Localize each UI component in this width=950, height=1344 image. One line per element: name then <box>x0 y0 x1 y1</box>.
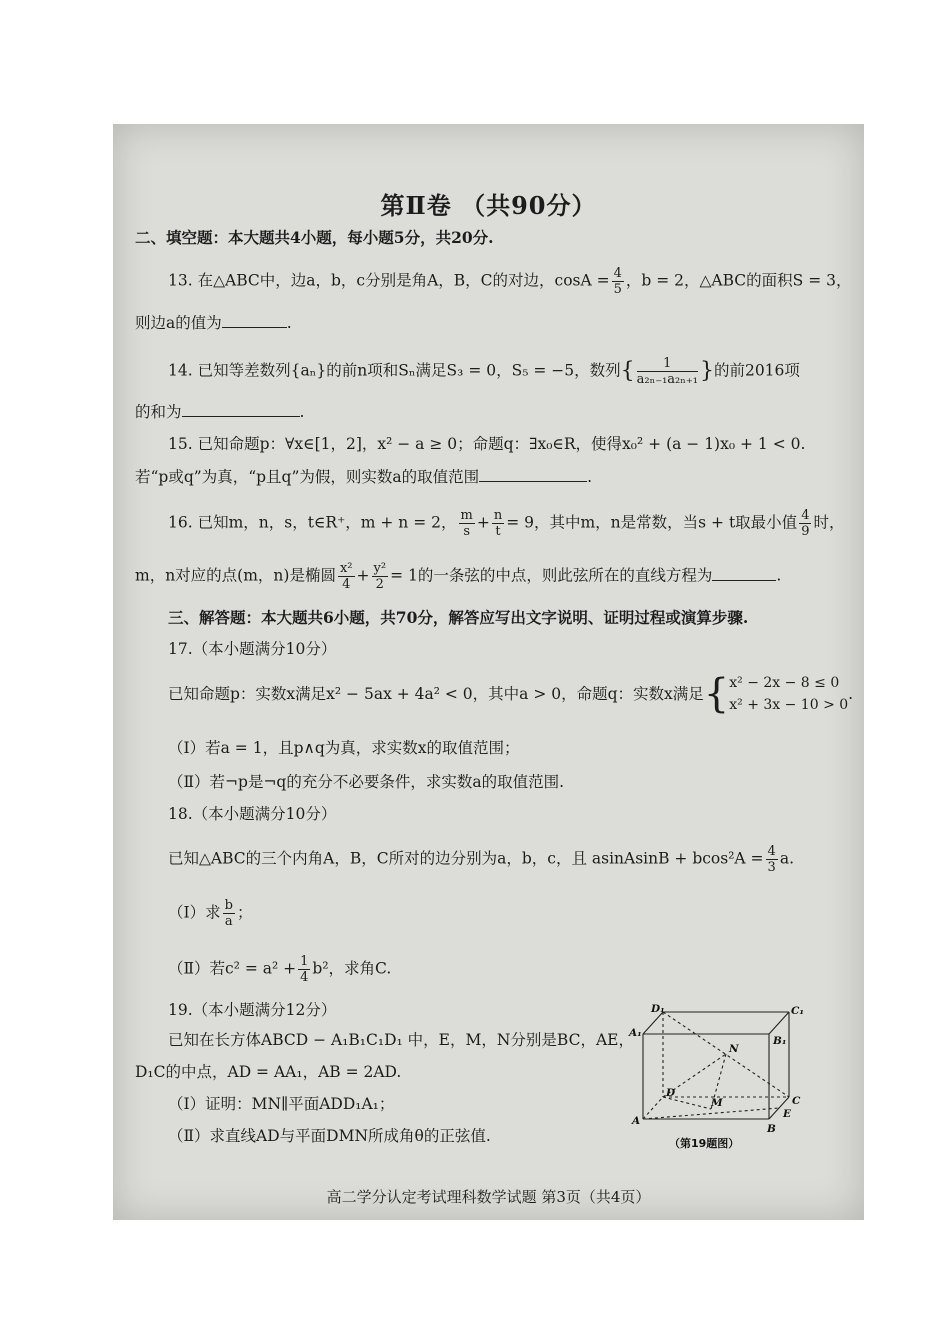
q17-line1: 已知命题p：实数x满足x² − 5ax + 4a² < 0，其中a > 0，命题q：实数x满足{ x² − 2x − 8 ≤ 0 x² + 3x − 10 > 0 . <box>168 671 854 717</box>
q15-line2: 若“p或q”为真，“p且q”为假，则实数a的取值范围 . <box>135 468 593 486</box>
cuboid-figure <box>629 1003 804 1150</box>
q14-line2: 的和为 . <box>135 403 305 421</box>
q18-one-quarter: $\frac{1}{4}$ <box>300 954 309 985</box>
q18-b-over-a: $\frac{b}{a}$ <box>224 898 233 929</box>
q16-line1: 16. 已知m，n，s，t∈R⁺，m + n = 2， $\frac{m}{s}$ + $\frac{n}{t}$ = 9，其中m，n是常数，当s + t取最小值 $\frac{4}{9}$ 时， <box>168 508 845 539</box>
edge-b1-c1 <box>769 1012 789 1034</box>
q16-fraction-4-9: $\frac{4}{9}$ <box>801 508 810 539</box>
answer-blank[interactable] <box>222 313 287 328</box>
section3-heading: 三、解答题：本大题共6小题，共70分，解答应写出文字说明、证明过程或演算步骤. <box>168 608 749 627</box>
segment-a-e <box>643 1108 779 1119</box>
page-title: 第Ⅱ卷 （共90分） <box>380 191 597 220</box>
q17-part2: （Ⅱ）若¬p是¬q的充分不必要条件，求实数a的取值范围. <box>168 773 565 791</box>
q16-ellipse-y: $\frac{\text{y²}}{2}$ <box>373 561 387 592</box>
label-d: D <box>666 1087 676 1099</box>
page-footer: 高二学分认定考试理科数学试题 第3页（共4页） <box>326 1188 651 1206</box>
q18-head: 18.（本小题满分10分） <box>168 805 337 823</box>
edge-a-d <box>643 1097 663 1119</box>
label-m: M <box>711 1097 723 1109</box>
q16-fraction-m-s: $\frac{m}{s}$ <box>460 508 473 539</box>
system-brace: { <box>703 671 730 717</box>
label-d1: D₁ <box>651 1003 665 1015</box>
q18-fraction: $\frac{4}{3}$ <box>767 844 776 875</box>
q18-part2: （Ⅱ）若c² = a² + $\frac{1}{4}$ b²，求角C. <box>168 954 392 985</box>
edge-a1-d1 <box>643 1012 663 1034</box>
q13-fraction: $\frac{4}{5}$ <box>613 266 622 297</box>
q19-part1: （Ⅰ）证明：MN∥平面ADD₁A₁； <box>168 1095 395 1113</box>
label-b1: B₁ <box>773 1035 787 1047</box>
exam-page <box>113 124 864 1220</box>
q17-part1: （Ⅰ）若a = 1，且p∧q为真，求实数x的取值范围； <box>168 739 520 757</box>
figure-caption: （第19题图） <box>669 1137 740 1150</box>
q17-head: 17.（本小题满分10分） <box>168 640 337 658</box>
q19-head: 19.（本小题满分12分） <box>168 1001 337 1019</box>
q18-part1: （Ⅰ）求 $\frac{b}{a}$ ； <box>168 898 253 929</box>
label-n: N <box>729 1043 739 1055</box>
label-a: A <box>632 1115 641 1127</box>
label-c: C <box>792 1095 801 1107</box>
q14-line1: 14. 已知等差数列{aₙ}的前n项和Sₙ满足S₃ = 0，S₅ = −5，数列{ $\frac{1}{\text{a₂ₙ₋₁a₂ₙ₊₁}}$ }的前2016项 <box>168 356 800 387</box>
answer-blank[interactable] <box>479 467 587 482</box>
q13-line2: 则边a的值为 . <box>135 314 292 332</box>
label-c1: C₁ <box>791 1005 804 1017</box>
q13-line1: 13. 在△ABC中，边a，b，c分别是角A，B，C的对边，cosA = $\frac{4}{5}$ ，b = 2，△ABC的面积S = 3， <box>168 266 852 297</box>
q18-line1: 已知△ABC的三个内角A，B，C所对的边分别为a，b，c，且 asinAsinB + bcos²A = $\frac{4}{3}$ a. <box>168 844 794 875</box>
q16-ellipse-x: $\frac{\text{x²}}{4}$ <box>339 561 353 592</box>
q19-line2: D₁C的中点，AD = AA₁，AB = 2AD. <box>135 1063 402 1081</box>
section2-heading: 二、填空题：本大题共4小题，每小题5分，共20分. <box>135 228 494 247</box>
q16-line2: m，n对应的点(m，n)是椭圆 $\frac{\text{x²}}{4}$ + $\frac{\text{y²}}{2}$ = 1的一条弦的中点，则此弦所在的直线方程为 . <box>135 561 782 592</box>
q19-part2: （Ⅱ）求直线AD与平面DMN所成角θ的正弦值. <box>168 1127 491 1145</box>
q14-fraction: $\frac{1}{\text{a₂ₙ₋₁a₂ₙ₊₁}}$ <box>636 356 698 387</box>
label-b: B <box>767 1123 776 1135</box>
label-e: E <box>783 1108 792 1120</box>
q16-fraction-n-t: $\frac{n}{t}$ <box>493 508 503 539</box>
q19-line1: 已知在长方体ABCD − A₁B₁C₁D₁ 中，E，M，N分别是BC，AE， <box>168 1031 634 1049</box>
q17-system: x² − 2x − 8 ≤ 0 x² + 3x − 10 > 0 <box>729 675 849 713</box>
q15-line1: 15. 已知命题p：∀x∈[1，2]，x² − a ≥ 0；命题q：∃x₀∈R，使得x₀² + (a − 1)x₀ + 1 < 0. <box>168 435 806 453</box>
label-a1: A₁ <box>629 1027 642 1039</box>
answer-blank[interactable] <box>712 566 776 581</box>
answer-blank[interactable] <box>182 402 300 417</box>
